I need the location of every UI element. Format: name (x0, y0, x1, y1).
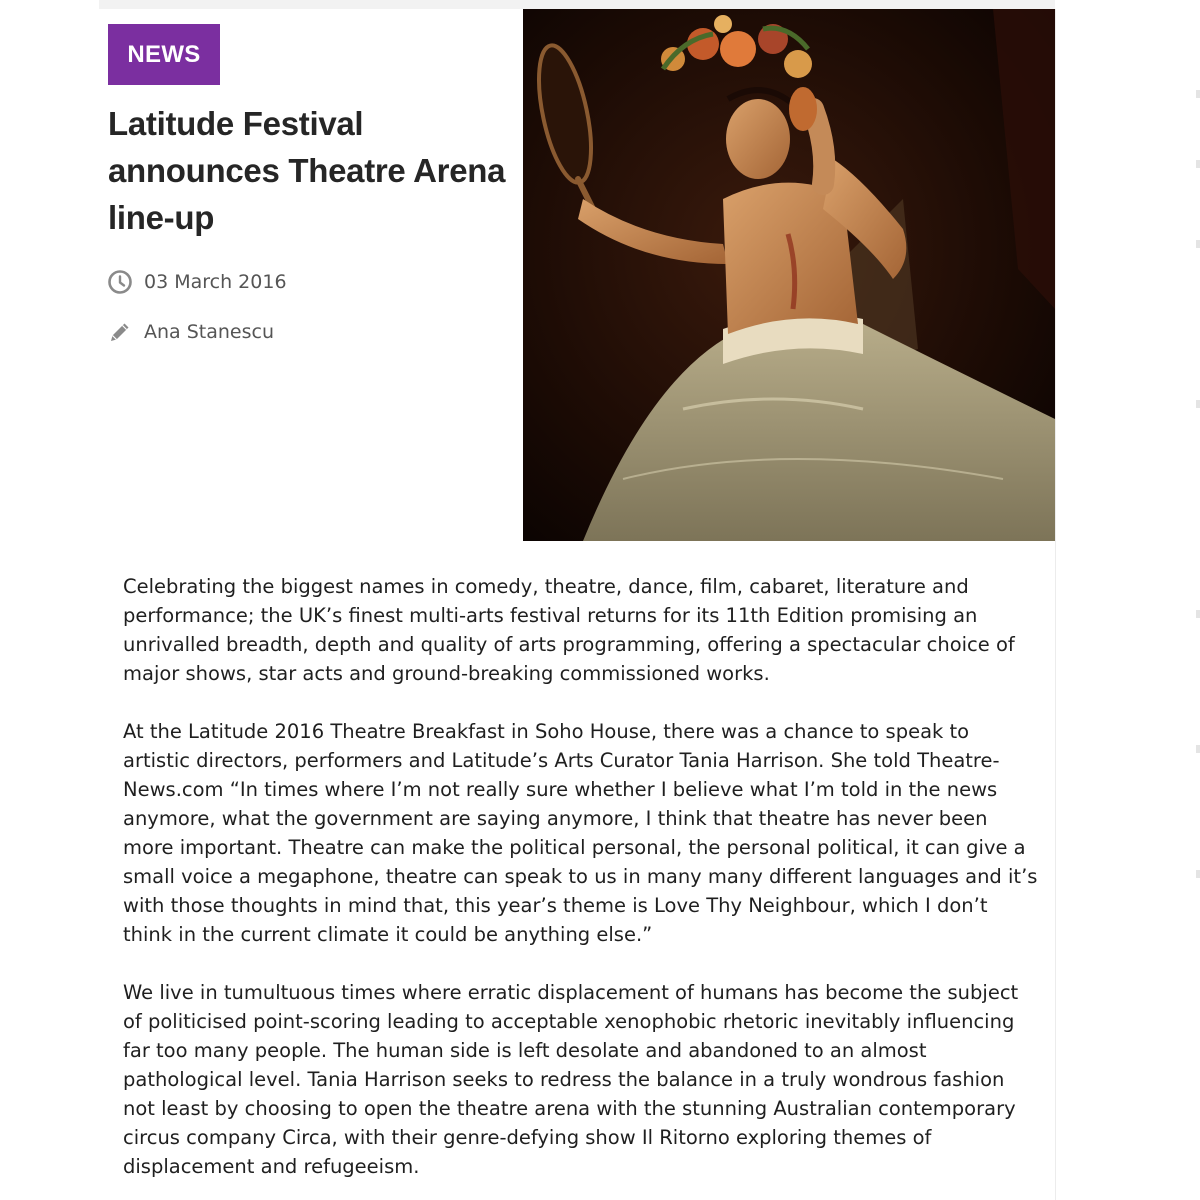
clock-icon (106, 268, 134, 296)
article-date (106, 268, 287, 296)
edge-tick (1196, 240, 1200, 248)
article-body (123, 572, 1038, 1200)
article-paragraph: We live in tumultuous times where erratic displacement of humans has become the subject of politicised point-scoring leading to acceptable xenophobic rhetoric inevitably influencing far too many people. The human side is left desolate and abandoned to an almost pathological level. Tania Harrison seeks to redress the balance in a truly wondrous fashion not least by choosing to open the theatre arena with the stunning Australian contemporary circus company Circa, with their genre-defying show Il Ritorno exploring themes of displacement and refugeeism. (123, 981, 1019, 1178)
top-bar (99, 0, 1055, 9)
edge-tick (1196, 870, 1200, 878)
author-link[interactable]: Ana Stanescu (144, 321, 274, 343)
edge-tick (1196, 90, 1200, 98)
content-edge-divider (1055, 9, 1056, 1200)
edge-tick (1196, 745, 1200, 753)
article-title: Latitude Festival announces Theatre Arena line-up (108, 105, 506, 236)
hero-image (523, 9, 1055, 541)
pencil-icon (106, 318, 134, 346)
article-author (106, 318, 274, 346)
date-text: 03 March 2016 (144, 271, 287, 293)
edge-tick (1196, 610, 1200, 618)
category-badge[interactable]: NEWS (108, 24, 220, 85)
edge-tick (1196, 160, 1200, 168)
article-paragraph: Celebrating the biggest names in comedy, theatre, dance, film, cabaret, literature and performance; the UK’s finest multi-arts festival returns for its 11th Edition promising an unrivalled breadth, depth and quality of arts programming, offering a spectacular choice of major shows, star acts and ground-breaking commissioned works. (123, 575, 1015, 685)
article-paragraph: At the Latitude 2016 Theatre Breakfast in Soho House, there was a chance to speak to artistic directors, performers and Latitude’s Arts Curator Tania Harrison. She told Theatre-News.com “In times where I’m not really sure whether I believe what I’m told in the news anymore, what the government are saying anymore, I think that theatre has never been more important. Theatre can make the political personal, the personal political, it can give a small voice a megaphone, theatre can speak to us in many many different languages and it’s with those thoughts in mind that, this year’s theme is Love Thy Neighbour, which I don’t think in the current climate it could be anything else.” (123, 720, 1038, 946)
edge-tick (1196, 400, 1200, 408)
